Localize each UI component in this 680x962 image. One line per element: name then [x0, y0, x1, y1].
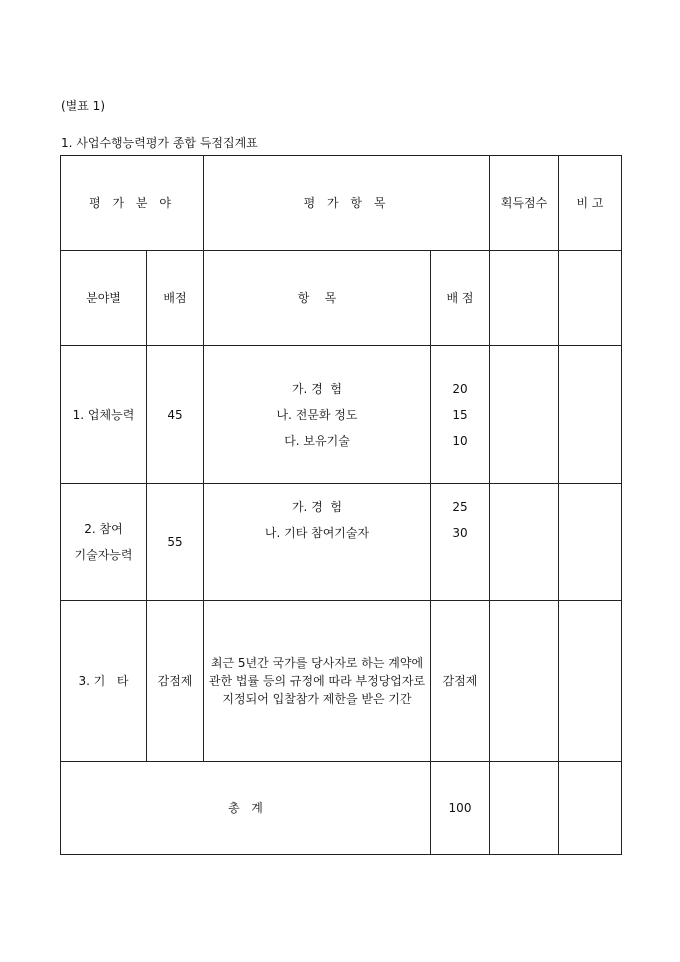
remarks-cell-empty: [559, 251, 622, 346]
table-row-company-capability: [61, 346, 622, 484]
header-score-obtained: 획득점수: [490, 156, 559, 251]
total-label: 총 계: [61, 762, 431, 855]
table-row-engineer-capability: [61, 484, 622, 601]
weight-cell: 55: [147, 484, 204, 601]
item-line: 나. 전문화 정도: [276, 407, 358, 422]
header-area: 평 가 분 야: [61, 156, 204, 251]
category-cell: 1. 업체능력: [61, 346, 147, 484]
item-line: 나. 기타 참여기술자: [264, 526, 370, 540]
subheader-points: 배 점: [431, 251, 490, 346]
table-row-other: [61, 601, 622, 762]
weight-cell: 감점제: [147, 601, 204, 762]
total-row: [61, 762, 622, 855]
item-line: 가. 경 험: [291, 500, 343, 514]
score-cell-empty: [490, 346, 559, 484]
penalty-description: 최근 5년간 국가를 당사자로 하는 계약에 관한 법률 등의 규정에 따라 부정당업자로 지정되어 입찰참가 제한을 받은 기간: [204, 601, 431, 762]
weight-cell: 45: [147, 346, 204, 484]
points-line: 20: [452, 381, 468, 396]
item-line: 다. 보유기술: [284, 433, 350, 448]
points-cell: 감점제: [431, 601, 490, 762]
header-remarks: 비 고: [559, 156, 622, 251]
category-cell: 3. 기 타: [61, 601, 147, 762]
score-summary-table: [60, 155, 622, 855]
remarks-cell-empty: [559, 762, 622, 855]
remarks-cell-empty: [559, 346, 622, 484]
section-title: 1. 사업수행능력평가 종합 득점집계표: [61, 136, 258, 150]
score-cell-empty: [490, 484, 559, 601]
subheader-weight: 배점: [147, 251, 204, 346]
header-items: 평 가 항 목: [204, 156, 490, 251]
items-cell: [204, 346, 431, 484]
header-row: [61, 156, 622, 251]
score-cell-empty: [490, 762, 559, 855]
points-line: 30: [452, 526, 468, 540]
subheader-category: 분야별: [61, 251, 147, 346]
remarks-cell-empty: [559, 484, 622, 601]
points-cell: [431, 346, 490, 484]
points-cell: [431, 484, 490, 601]
annex-label: (별표 1): [61, 99, 105, 113]
items-cell: [204, 484, 431, 601]
subheader-item: 항 목: [204, 251, 431, 346]
points-line: 25: [452, 500, 468, 514]
category-line: 2. 참여: [84, 522, 123, 536]
score-cell-empty: [490, 601, 559, 762]
subheader-row: [61, 251, 622, 346]
score-cell-empty: [490, 251, 559, 346]
remarks-cell-empty: [559, 601, 622, 762]
category-cell: [61, 484, 147, 601]
points-line: 15: [452, 407, 468, 422]
total-points: 100: [431, 762, 490, 855]
item-line: 가. 경 험: [291, 381, 343, 396]
points-line: 10: [452, 433, 468, 448]
category-line: 기술자능력: [74, 548, 133, 562]
